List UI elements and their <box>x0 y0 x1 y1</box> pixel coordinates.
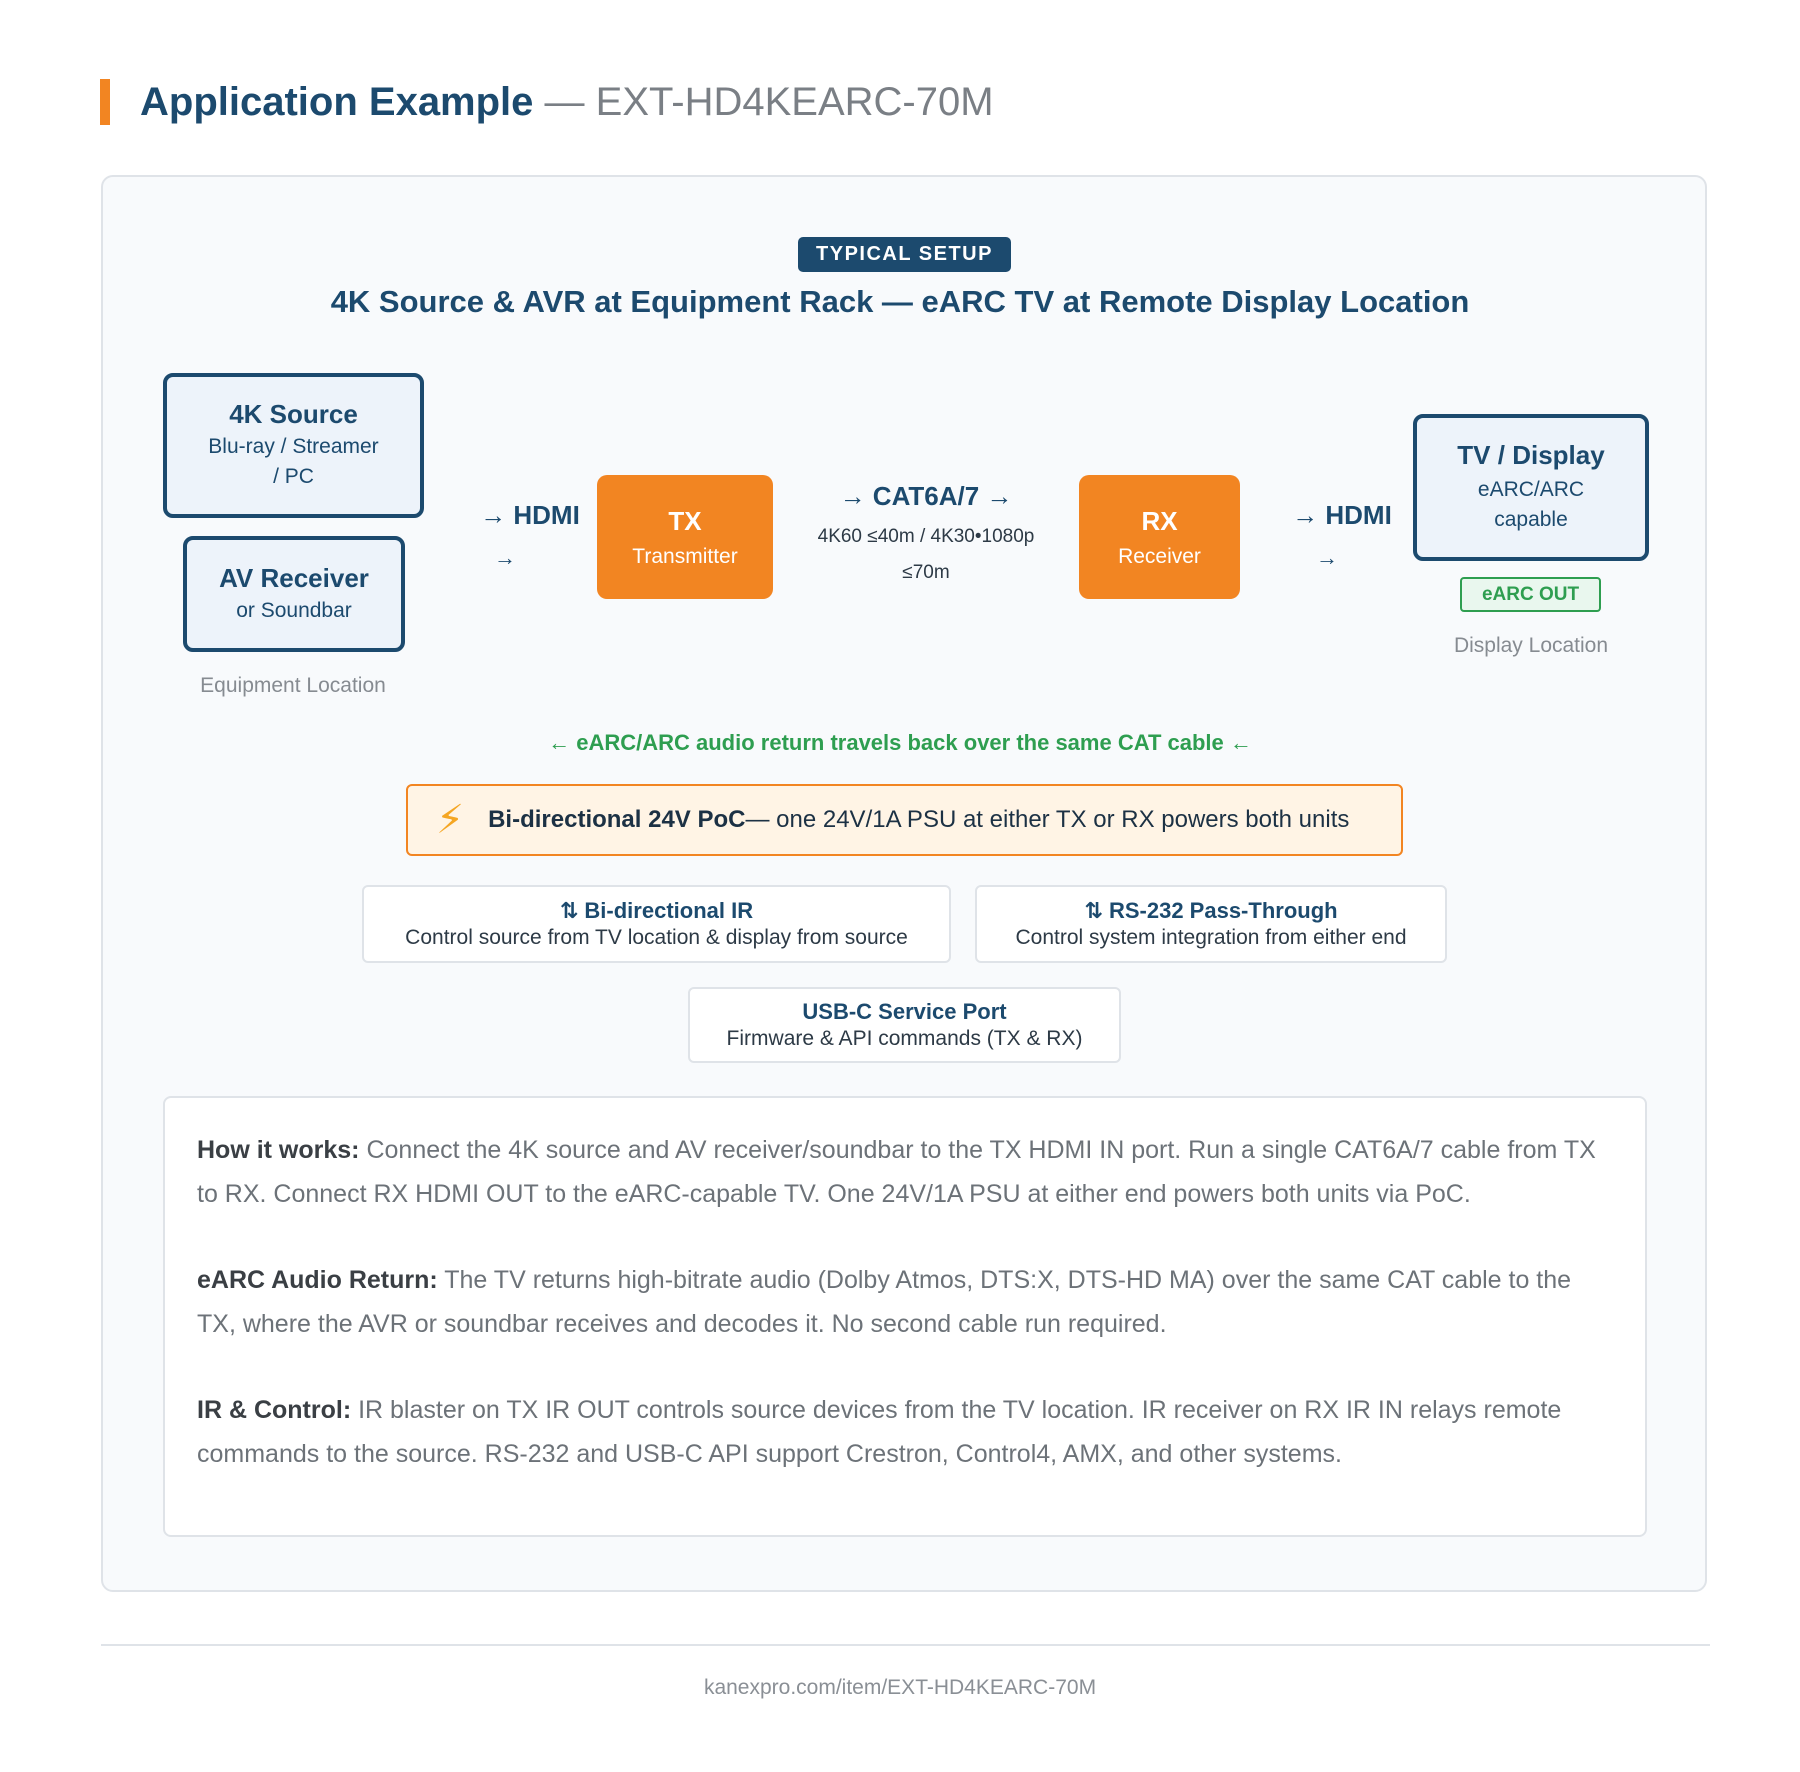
note-earc-return <box>197 1258 1613 1346</box>
note-label: How it works: <box>197 1136 360 1164</box>
page-title-main: Application Example <box>140 79 534 124</box>
note-text: IR blaster on TX IR OUT controls source devices from the TV location. IR receiver on RX IR IN relays remote commands to the source. RS-232 and USB-C API support Crestron, Control4, AMX, and other systems. <box>197 1396 1562 1468</box>
source-line2: / PC <box>273 465 314 488</box>
page-title <box>140 80 994 125</box>
tv-node <box>1413 414 1649 561</box>
typical-setup-badge: TYPICAL SETUP <box>798 237 1011 272</box>
avr-line1: or Soundbar <box>236 598 352 622</box>
page-header <box>100 78 994 126</box>
tv-title: TV / Display <box>1457 440 1605 470</box>
footer-divider <box>101 1644 1710 1646</box>
poc-banner <box>406 784 1403 856</box>
feature-usbc-desc: Firmware & API commands (TX & RX) <box>726 1027 1083 1050</box>
notes-box <box>163 1096 1647 1537</box>
hdmi-link-in-label: → HDMI <box>480 500 580 530</box>
rx-subtitle: Receiver <box>1118 544 1201 568</box>
source-node <box>163 373 424 518</box>
avr-node <box>183 536 405 652</box>
note-text: Connect the 4K source and AV receiver/soundbar to the TX HDMI IN port. Run a single CAT6A/7 cable from TX to RX. Connect RX HDMI OUT to the eARC-capable TV. One 24V/1A PSU at either end powers both units via PoC. <box>197 1136 1596 1208</box>
cat-link-spec2: ≤70m <box>902 562 950 583</box>
earc-return-note: ← eARC/ARC audio return travels back over the same CAT cable ← <box>548 730 1252 755</box>
source-line1: Blu-ray / Streamer <box>208 435 379 458</box>
page-title-model: — EXT-HD4KEARC-70M <box>544 79 994 124</box>
accent-bar <box>100 79 110 125</box>
hdmi-link-out <box>1262 500 1422 571</box>
hdmi-link-out-label: → HDMI <box>1292 500 1392 530</box>
feature-rs232-card <box>975 885 1447 963</box>
setup-title: 4K Source & AVR at Equipment Rack — eARC TV at Remote Display Location <box>330 284 1470 319</box>
poc-title: Bi-directional 24V PoC <box>488 806 746 833</box>
note-label: IR & Control: <box>197 1396 352 1424</box>
cat-link <box>790 481 1062 584</box>
earc-out-badge: eARC OUT <box>1460 577 1601 612</box>
feature-rs232-desc: Control system integration from either end <box>1015 926 1407 949</box>
feature-ir-card <box>362 885 951 963</box>
footer-url: kanexpro.com/item/EXT-HD4KEARC-70M <box>703 1676 1097 1699</box>
feature-usbc-card <box>688 987 1121 1063</box>
hdmi-link-in-arrow: → <box>494 545 516 570</box>
note-text: The TV returns high-bitrate audio (Dolby Atmos, DTS:X, DTS-HD MA) over the same CAT cable to the TX, where the AVR or soundbar receives and decodes it. No second cable run required. <box>197 1266 1572 1338</box>
feature-rs232-title: ⇅ RS-232 Pass-Through <box>1084 898 1338 923</box>
feature-usbc-title: USB-C Service Port <box>802 999 1007 1024</box>
avr-title: AV Receiver <box>219 562 369 593</box>
tx-title: TX <box>668 505 702 536</box>
feature-ir-title: ⇅ Bi-directional IR <box>559 898 754 923</box>
tv-line2: capable <box>1494 508 1568 531</box>
source-title: 4K Source <box>229 399 358 429</box>
hdmi-link-in <box>450 500 610 571</box>
note-how-it-works <box>197 1128 1613 1216</box>
tv-line1: eARC/ARC <box>1477 478 1585 501</box>
note-ir-control <box>197 1388 1613 1476</box>
equipment-location-label: Equipment Location <box>200 674 386 697</box>
feature-ir-desc: Control source from TV location & display from source <box>405 926 908 949</box>
tx-subtitle: Transmitter <box>632 544 738 568</box>
rx-title: RX <box>1141 505 1178 536</box>
tx-node <box>597 475 773 599</box>
cat-link-label: → CAT6A/7 → <box>839 481 1013 511</box>
display-location-label: Display Location <box>1453 634 1609 657</box>
lightning-bolt-icon: ⚡ <box>436 798 465 842</box>
cat-link-spec1: 4K60 ≤40m / 4K30•1080p <box>817 526 1035 547</box>
poc-text: — one 24V/1A PSU at either TX or RX powers both units <box>745 806 1350 833</box>
note-label: eARC Audio Return: <box>197 1266 438 1294</box>
hdmi-link-out-arrow: → <box>1316 545 1338 570</box>
rx-node <box>1079 475 1240 599</box>
